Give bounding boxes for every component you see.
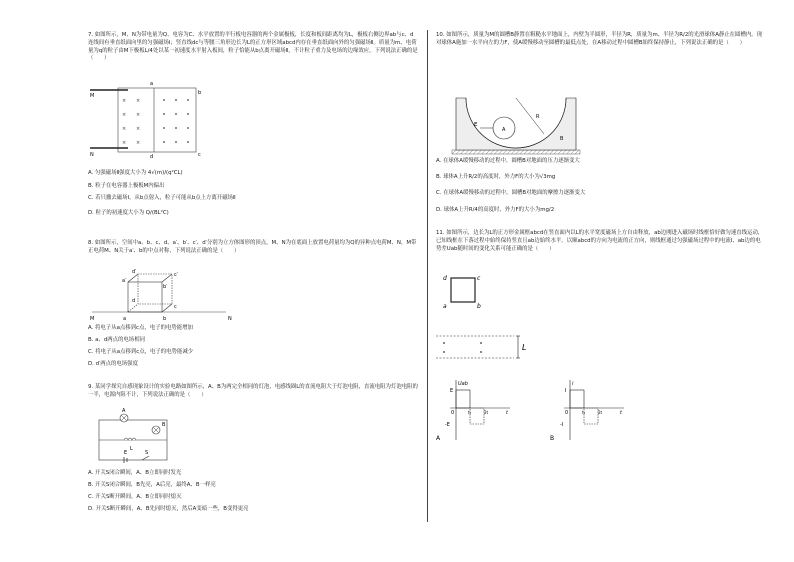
q10-option-c: C. 在球体A缓慢移动的过程中，圆槽B对地面的摩擦力逐渐变大 xyxy=(436,190,586,196)
frame-label-d: d xyxy=(443,275,447,282)
fig9-label-B: B xyxy=(162,422,166,428)
graph-a-tick-t1: t₁ xyxy=(468,410,472,415)
question-8-figure xyxy=(88,268,238,328)
question-11 xyxy=(436,230,766,253)
question-9-figure xyxy=(96,404,174,472)
fig8-label-N: N xyxy=(228,316,232,322)
graph-b-axis-t: t xyxy=(620,410,622,416)
question-9 xyxy=(88,384,418,400)
fig7-label-d: d xyxy=(150,154,154,160)
graph-a-tick-minus-E: -E xyxy=(445,422,450,428)
fig7-label-b: b xyxy=(198,90,202,96)
question-11-field-figure xyxy=(436,330,546,368)
question-7-stem: 7. 如图所示，M、N为带电量为Q、电容为C、水平放置的平行板电容器的两个金属极板，长度和板间距离均为L，极板右侧边界ab与c、d连线间有垂直纸面向里的匀强磁场Ⅰ；竖直线dc与等腰三角形边长为L的正方形区域abcd内存在垂直纸面向外的匀强磁场Ⅱ。质量为m、电荷量为q的粒子由M下极板L/4处以某一初速度水平射入板间，粒子恰能从b点离开磁场Ⅱ，不计粒子重力及电场的边缘效应，下列说法正确的是（ ） xyxy=(88,32,418,62)
fig8-label-c-prime: c′ xyxy=(174,272,178,278)
graph-b-tick-I: I xyxy=(565,388,567,394)
graph-a-tick-2t: 2t xyxy=(484,410,489,415)
question-7 xyxy=(88,32,418,63)
svg-text:×: × xyxy=(136,126,141,132)
column-divider xyxy=(427,30,428,522)
question-9-stem: 9. 某同学探究自感现象设计的实验电路如图所示，A、B为两完全相同的灯泡，电感线圈L的直流电阻大于灯泡电阻，直流电阻为灯泡电阻的一半，电源内阻不计，下列说法正确的是（ ） xyxy=(88,384,418,398)
question-11-stem: 11. 如图所示，边长为L的正方形金属框abcd在竖直面内以L的水平宽度磁场上方自由释放，ab边刚进入磁场时线框恰好做匀速直线运动，已知线框在下落过程中始终保持竖直且ab边始终水平。以顺abcd的方向为电流的正方向，则线框通过匀强磁场过程中的电流I、ab边的电势差Uab随时间的变化关系可能正确的是（ ） xyxy=(436,230,764,252)
q9-option-a: A. 开关S闭合瞬间，A、B立即同时发光 xyxy=(88,470,182,476)
graph-b-y-label: i xyxy=(572,381,574,387)
question-11-graph-a xyxy=(436,378,516,446)
frame-label-c: c xyxy=(477,275,481,282)
q10-option-d: D. 球体A上升R/4的高度时，外力F的大小为mg/2 xyxy=(436,207,555,213)
question-7-figure xyxy=(88,81,208,162)
question-10 xyxy=(436,32,766,48)
fig9-label-L: L xyxy=(130,446,133,452)
svg-text:×: × xyxy=(122,126,127,132)
q10-option-a: A. 在球体A缓慢移动的过程中，圆槽B对地面的压力逐渐变大 xyxy=(436,158,580,164)
fig10-label-A: A xyxy=(502,127,506,133)
graph-b-letter: B xyxy=(550,435,555,442)
fig8-label-M: M xyxy=(90,316,95,322)
svg-text:×: × xyxy=(122,140,127,146)
fig7-label-M: M xyxy=(90,93,95,99)
fig9-label-S: S xyxy=(145,450,149,456)
q7-option-b: B. 粒子在电容器上极板M内偏出 xyxy=(88,183,165,189)
q9-option-d: D. 开关S断开瞬间，A、B先同时熄灭，然后A变暗一些，B变得更亮 xyxy=(88,506,249,512)
fig10-label-E: E xyxy=(474,122,478,128)
graph-b-tick-2t: 2t xyxy=(598,410,603,415)
fig8-label-a-prime: a′ xyxy=(122,278,127,284)
svg-text:×: × xyxy=(136,140,141,146)
graph-a-axis-t: t xyxy=(506,410,508,416)
graph-a-tick-0: 0 xyxy=(451,410,455,416)
q7-option-a: A. 匀强磁场Ⅱ强度大小为 4√(m)/(q²CL) xyxy=(88,170,183,176)
q9-option-c: C. 开关S断开瞬间，A、B立即同时熄灭 xyxy=(88,494,182,500)
fig9-label-A: A xyxy=(122,408,126,414)
q8-option-c: C. 将电子从a点移到c点，电子的电势能减少 xyxy=(88,349,194,355)
frame-label-b: b xyxy=(477,303,481,310)
fig7-label-N: N xyxy=(90,152,94,158)
q8-option-d: D. d′两点的电场强度 xyxy=(88,361,138,367)
q9-option-b: B. 开关S闭合瞬间，B先亮，A后亮，最终A、B一样亮 xyxy=(88,482,216,488)
graph-b-tick-minus-I: -I xyxy=(560,422,564,428)
graph-a-tick-E: E xyxy=(450,388,454,394)
fig7-label-c: c xyxy=(198,152,201,158)
frame-label-a: a xyxy=(443,303,447,310)
q10-option-b: B. 球体A上升R/2的高度时，外力F的大小为√3mg xyxy=(436,174,556,180)
question-11-graph-b xyxy=(550,378,630,446)
fig8-label-b: b xyxy=(163,316,167,322)
fig8-label-c: c xyxy=(174,304,177,310)
q7-option-c: C. 若只撤去磁场Ⅰ，从b点射入，粒子可能从b点上方离开磁场Ⅱ xyxy=(88,195,236,201)
fig10-label-B: B xyxy=(560,136,564,142)
question-8 xyxy=(88,240,418,256)
graph-b-tick-0: 0 xyxy=(565,410,569,416)
q7-option-d: D. 粒子的初速度大小为 Q/(BL²C) xyxy=(88,210,169,216)
fig10-label-R: R xyxy=(536,114,540,120)
question-10-stem: 10. 如图所示，质量为M的圆槽B静置在粗糙水平地面上，内壁为半圆形，半径为R，质量为m、半径为R/2的光滑球体A静止在圆槽内。现对球体A施加一水平向左的力F，使A缓慢移动至圆槽的最低点处，在A移动过程中圆槽B始终保持静止，下列说法正确的是（ ） xyxy=(436,32,763,46)
fig8-label-d: d xyxy=(132,298,136,304)
question-8-stem: 8. 如图所示，空间中a、b、c、d、a′、b′、c′、d′分别为立方体图形的顶点，M、N为在底面上放置电荷量均为Q的异种点电荷M、N，M带正电荷M、N关于a′、b的中点对称，下列说法正确的是（ ） xyxy=(88,240,417,254)
fig9-label-E: E xyxy=(124,450,128,456)
svg-text:×: × xyxy=(136,112,141,118)
question-10-figure xyxy=(452,90,592,162)
fig8-label-d-prime: d′ xyxy=(132,269,137,275)
field-label-L: L xyxy=(522,343,527,352)
q8-option-a: A. 将电子从a点移到c点，电子的电势能增加 xyxy=(88,325,193,331)
graph-b-tick-t1: t₁ xyxy=(582,410,586,415)
q8-option-b: B. a、d两点的电场相同 xyxy=(88,337,145,343)
svg-text:×: × xyxy=(122,98,127,104)
fig8-label-a: a xyxy=(123,316,127,322)
graph-a-y-label: Uab xyxy=(458,381,468,387)
question-11-frame-figure xyxy=(442,272,482,316)
fig8-label-b-prime: b′ xyxy=(163,284,168,290)
svg-text:×: × xyxy=(122,112,127,118)
svg-text:×: × xyxy=(136,98,141,104)
graph-a-letter: A xyxy=(436,435,441,442)
fig7-label-a: a xyxy=(150,81,154,87)
